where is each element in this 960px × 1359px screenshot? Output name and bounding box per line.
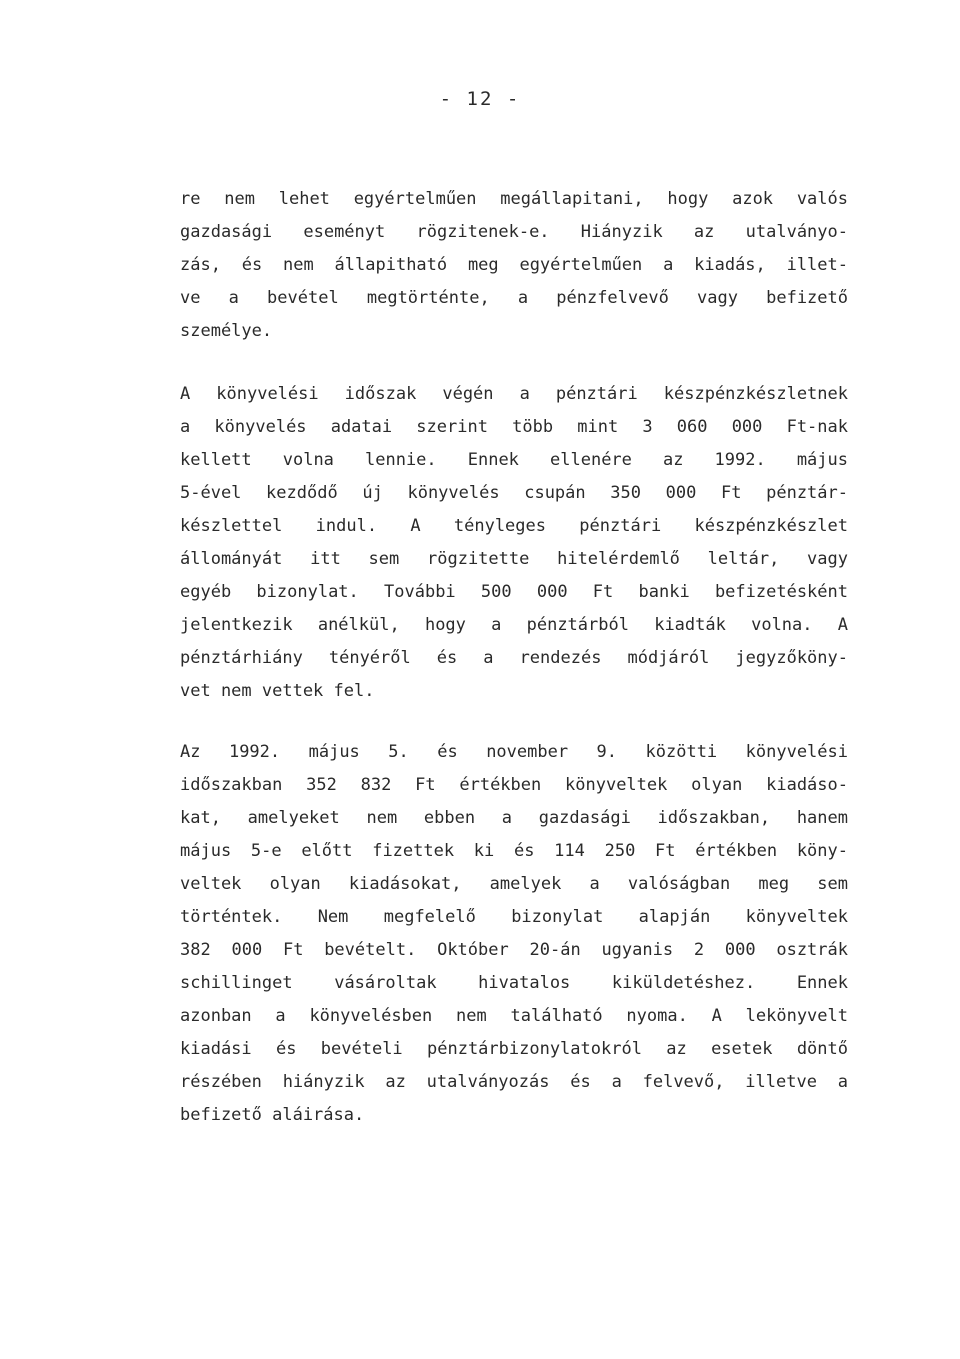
text-line: pénztárhiány tényéről és a rendezés módjáról jegyzőköny- (180, 648, 848, 668)
text-line: készlettel indul. A tényleges pénztári készpénzkészlet (180, 516, 848, 536)
text-line: gazdasági eseményt rögzitenek-e. Hiányzik az utalványo- (180, 222, 848, 242)
text-line: A könyvelési időszak végén a pénztári készpénzkészletnek (180, 384, 848, 404)
text-line: időszakban 352 832 Ft értékben könyveltek olyan kiadáso- (180, 775, 848, 795)
paragraph-1 (180, 183, 848, 348)
text-line: személye. (180, 321, 273, 341)
paragraph-3 (180, 736, 848, 1132)
text-line: Az 1992. május 5. és november 9. közötti könyvelési (180, 742, 848, 762)
text-line: jelentkezik anélkül, hogy a pénztárból kiadták volna. A (180, 615, 848, 635)
text-line: történtek. Nem megfelelő bizonylat alapján könyveltek (180, 907, 848, 927)
text-line: kat, amelyeket nem ebben a gazdasági időszakban, hanem (180, 808, 848, 828)
text-line: a könyvelés adatai szerint több mint 3 060 000 Ft-nak (180, 417, 848, 437)
text-line: befizető aláirása. (180, 1105, 365, 1125)
text-line: schillinget vásároltak hivatalos kiküldetéshez. Ennek (180, 973, 848, 993)
text-line: vet nem vettek fel. (180, 681, 375, 701)
page-number: - 12 - (439, 88, 521, 110)
text-line: egyéb bizonylat. További 500 000 Ft banki befizetésként (180, 582, 848, 602)
text-line: re nem lehet egyértelműen megállapitani, hogy azok valós (180, 189, 848, 209)
text-line: május 5-e előtt fizettek ki és 114 250 Ft értékben köny- (180, 841, 848, 861)
text-line: 5-ével kezdődő új könyvelés csupán 350 000 Ft pénztár- (180, 483, 848, 503)
text-line: kiadási és bevételi pénztárbizonylatokról az esetek döntő (180, 1039, 848, 1059)
text-line: azonban a könyvelésben nem található nyoma. A lekönyvelt (180, 1006, 848, 1026)
text-line: 382 000 Ft bevételt. Október 20-án ugyanis 2 000 osztrák (180, 940, 848, 960)
text-line: részében hiányzik az utalványozás és a felvevő, illetve a (180, 1072, 848, 1092)
text-line: zás, és nem állapitható meg egyértelműen a kiadás, illet- (180, 255, 848, 275)
text-line: kellett volna lennie. Ennek ellenére az 1992. május (180, 450, 848, 470)
text-line: ve a bevétel megtörténte, a pénzfelvevő vagy befizető (180, 288, 848, 308)
text-line: veltek olyan kiadásokat, amelyek a valóságban meg sem (180, 874, 848, 894)
text-line: állományát itt sem rögzitette hitelérdemlő leltár, vagy (180, 549, 848, 569)
paragraph-2 (180, 378, 848, 708)
